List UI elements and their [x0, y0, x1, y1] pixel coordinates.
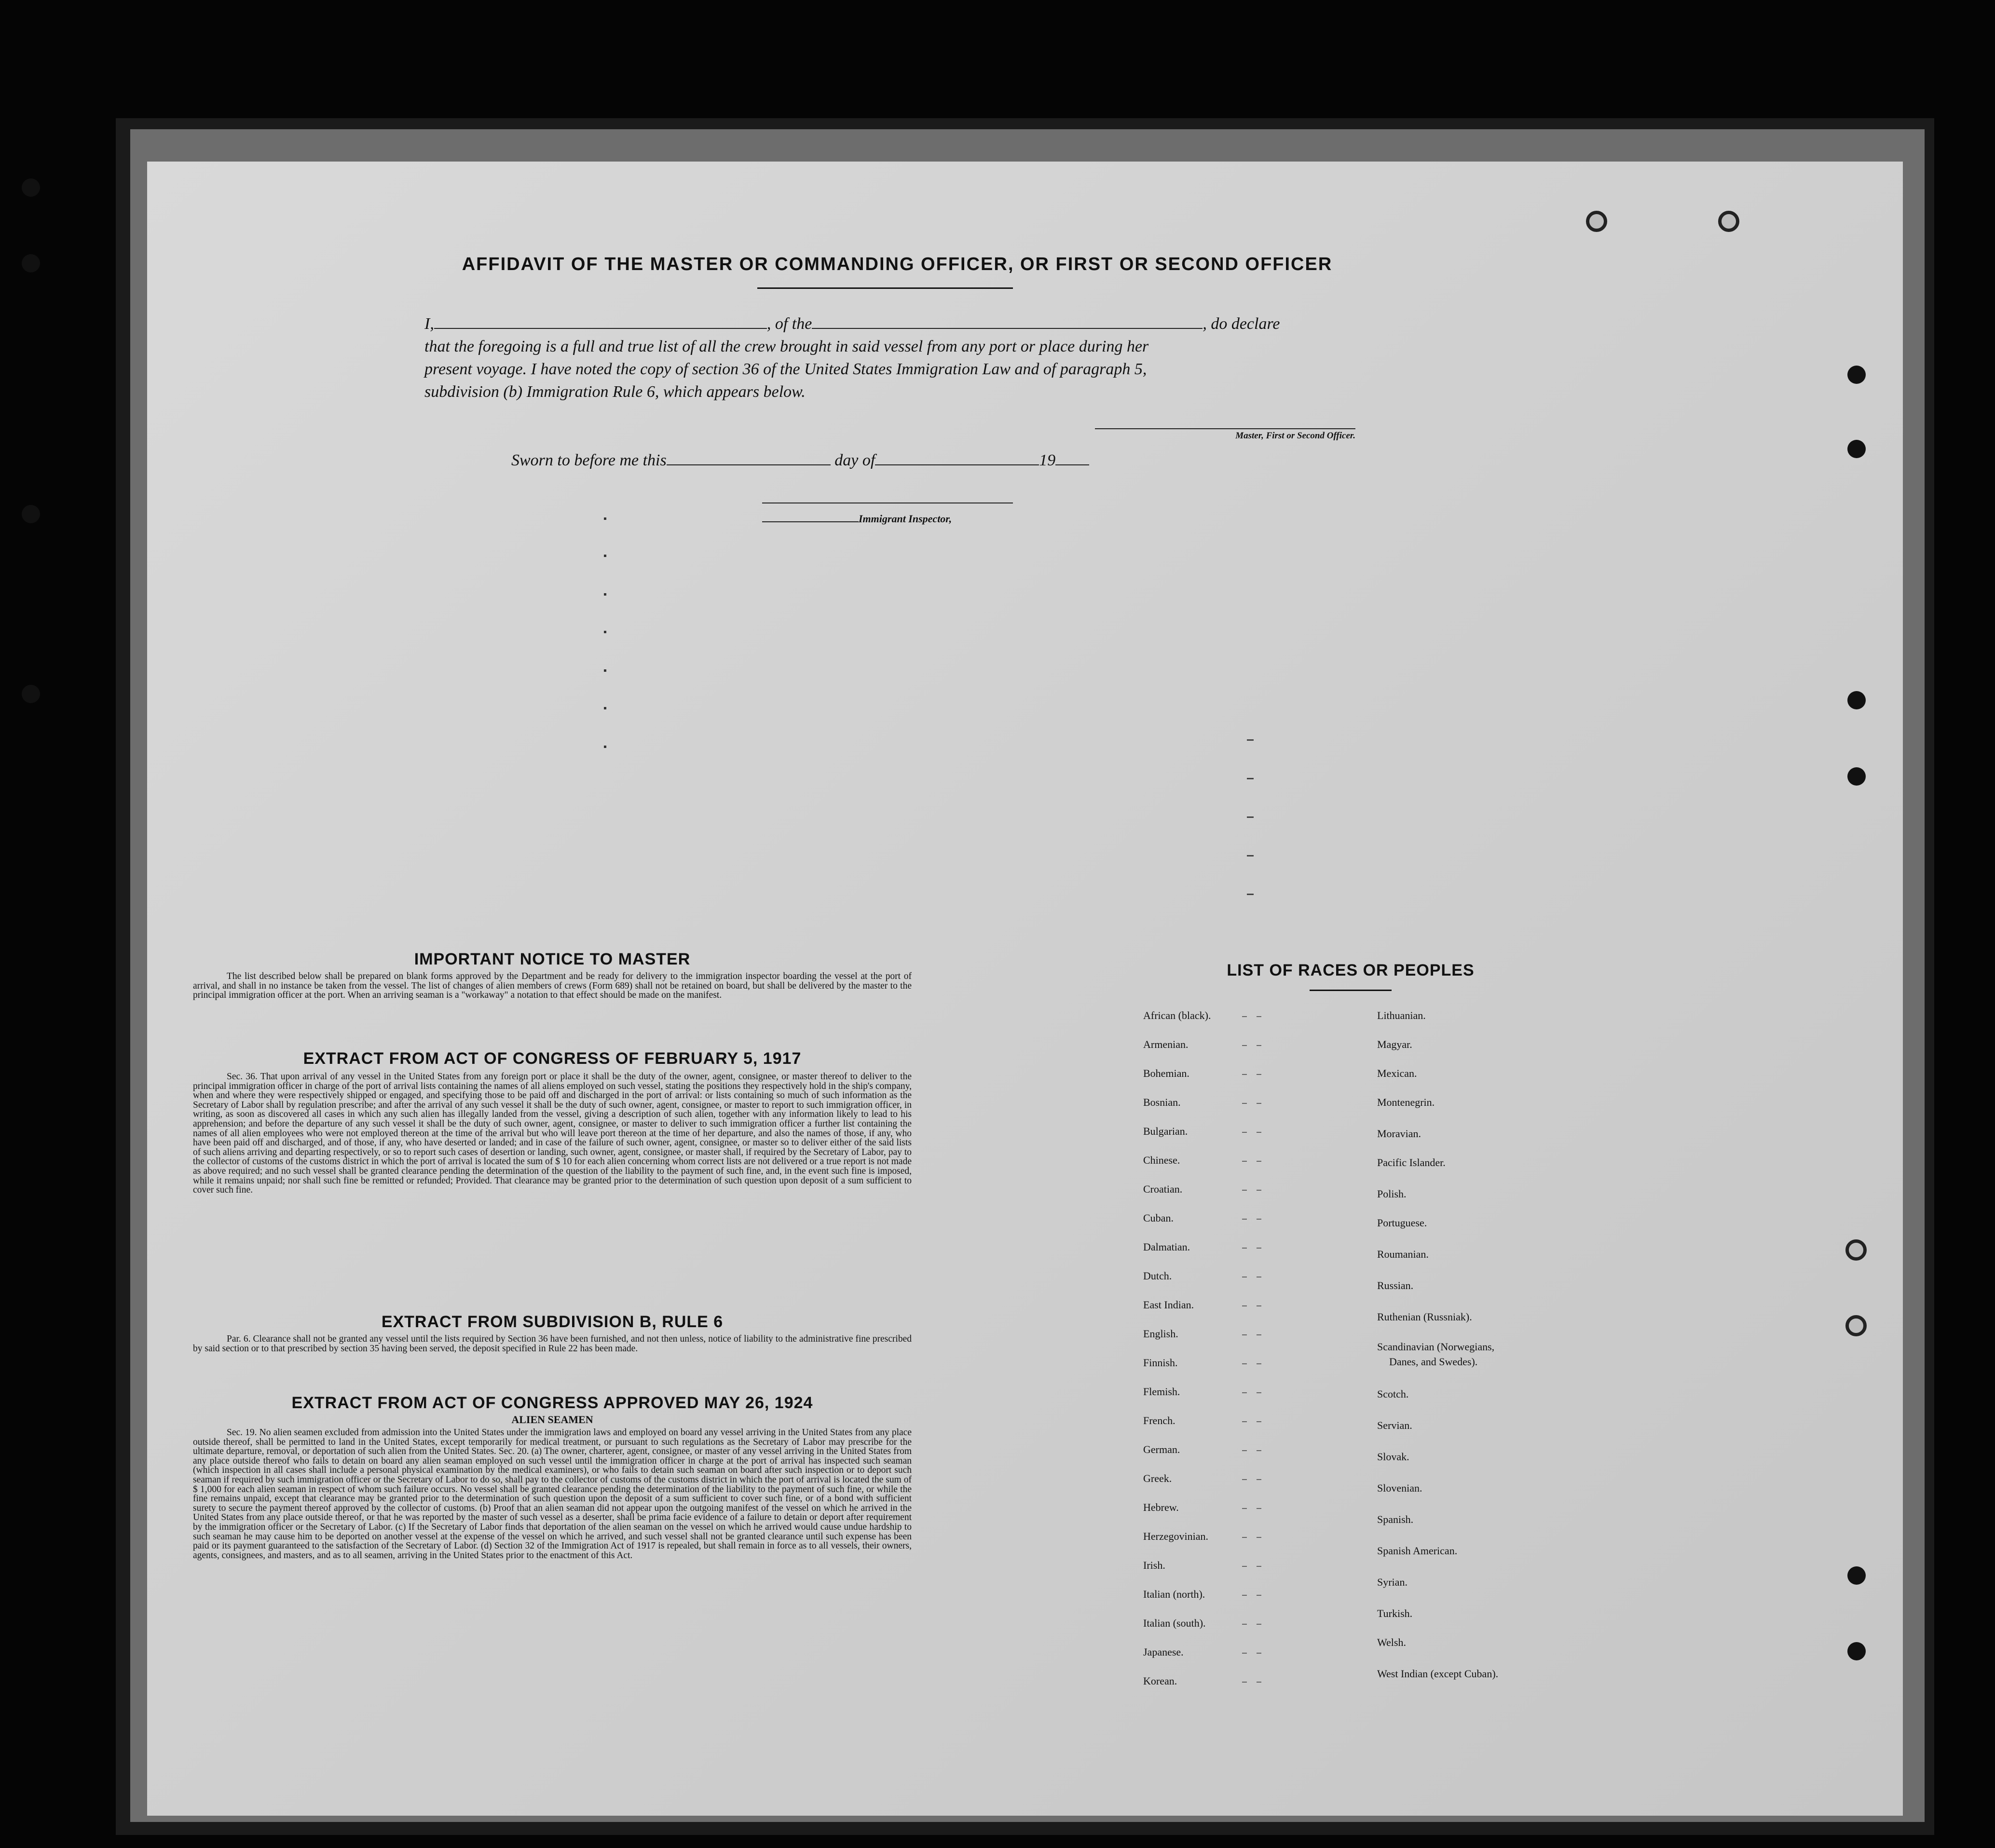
declaration-of-the: , of the — [766, 315, 812, 333]
sworn-year-prefix: 19 — [1039, 451, 1056, 469]
binder-hole-icon — [1847, 1566, 1866, 1585]
race-item: Magyar. — [1377, 1038, 1412, 1050]
race-item: Polish. — [1377, 1188, 1407, 1200]
race-item: West Indian (except Cuban). — [1377, 1668, 1499, 1680]
race-item: Scandinavian (Norwegians, — [1377, 1341, 1495, 1353]
race-item: Danes, and Swedes). — [1389, 1356, 1478, 1368]
leader-dash — [1257, 1045, 1261, 1046]
race-item: Flemish. — [1143, 1386, 1180, 1398]
race-item: Herzegovinian. — [1143, 1530, 1208, 1542]
race-item: Cuban. — [1143, 1212, 1174, 1224]
binder-hole-icon — [22, 685, 40, 703]
race-item: Slovenian. — [1377, 1482, 1422, 1494]
officer-signature-line[interactable] — [1095, 428, 1355, 429]
scan-mark — [1247, 739, 1254, 741]
leader-dash — [1257, 1392, 1261, 1393]
leader-dash — [1242, 1334, 1247, 1335]
declaration-line-3: present voyage. I have noted the copy of section 36 of the United States Immigration Law and of paragraph 5, — [424, 360, 1147, 378]
race-item: Portuguese. — [1377, 1217, 1427, 1229]
leader-dash — [1242, 1132, 1247, 1133]
leader-dash — [1242, 1595, 1247, 1596]
leader-dash — [1257, 1566, 1261, 1567]
scan-mark — [604, 517, 606, 520]
leader-dash — [1257, 1595, 1261, 1596]
race-item: Montenegrin. — [1377, 1096, 1435, 1108]
binder-hole-icon — [22, 178, 40, 197]
binder-hole-icon — [1845, 1239, 1867, 1261]
race-item: Syrian. — [1377, 1576, 1407, 1588]
leader-dash — [1242, 1305, 1247, 1306]
inspector-caption-row — [762, 513, 952, 525]
leader-dash — [1242, 1161, 1247, 1162]
leader-dash — [1257, 1653, 1261, 1654]
binder-hole-icon — [1845, 1315, 1867, 1336]
sworn-day-field[interactable] — [667, 452, 831, 465]
binder-hole-icon — [1718, 211, 1739, 232]
binder-hole-icon — [1847, 440, 1866, 458]
race-item: Slovak. — [1377, 1451, 1409, 1463]
race-item: Irish. — [1143, 1559, 1165, 1571]
scan-mark — [604, 746, 606, 748]
scan-mark — [604, 669, 606, 672]
race-item: Mexican. — [1377, 1067, 1417, 1079]
race-item: Italian (south). — [1143, 1617, 1206, 1629]
binder-hole-icon — [1586, 211, 1607, 232]
important-notice-title: IMPORTANT NOTICE TO MASTER — [414, 950, 691, 968]
binder-hole-icon — [22, 254, 40, 272]
binder-hole-icon — [1847, 767, 1866, 786]
leader-dash — [1257, 1016, 1261, 1017]
scan-mark — [604, 631, 606, 633]
extract-1924-body: Sec. 19. No alien seamen excluded from admission into the United States under the immigration laws and employed on board any vessel arriving in the United States from any place outside thereof, shall be permitted to land in the United States, except temporarily for medical treatment, or pursuant to such regulations as the Secretary of Labor may prescribe for the ultimate departure, removal, or deportation of such alien from the United States. Sec. 20. (a) The owner, charterer, agent, consignee, or master of any vessel arriving in the United States from any place outside thereof who fails to detain on board any alien seaman employed on such vessel until the immigration officer in charge at the port of arrival has inspected such seaman (which inspection in all cases shall include a personal physical examination by the medical examiners), or who fails to detain such seaman on board after such inspection or to deport such seaman if required by such immigration officer or the Secretary of Labor to do so, shall pay to the collector of customs of the customs district in which the port of arrival is located the sum of $ 1,000 for each alien seaman in respect of whom such failure occurs. No vessel shall be granted clearance pending the determination of the liability to the payment of such fine, or while the fine remains unpaid, except that clearance may be granted prior to the determination of such question upon the deposit of a sum sufficient to cover such fine, or of a bond with sufficient surety to secure the payment thereof approved by the collector of customs. (b) Proof that an alien seaman did not appear upon the outgoing manifest of the vessel on which he arrived in the United States from any place outside thereof, or that he was reported by the master of such vessel as a deserter, shall be prima facie evidence of a failure to detain or deport after requirement by the immigration officer or the Secretary of Labor. (c) If the Secretary of Labor finds that deportation of the alien seaman on the vessel on which he arrived would cause undue hardship to such seaman he may cause him to be deported on another vessel at the expense of the vessel on which he arrived, and such vessel shall not be granted clearance until such expense has been paid or its payment guaranteed to the satisfaction of the Secretary of Labor. (d) Section 32 of the Immigration Act of 1917 is repealed, but shall remain in force as to all vessels, their owners, agents, consignees, and masters, and as to all seamen, arriving in the United States prior to the enactment of this Act. — [193, 1427, 912, 1561]
scan-mark — [604, 555, 606, 557]
title-underline — [757, 287, 1013, 289]
binder-hole-icon — [22, 505, 40, 523]
extract-1924-title: EXTRACT FROM ACT OF CONGRESS APPROVED MAY 26, 1924 — [291, 1394, 813, 1412]
leader-dash — [1242, 1624, 1247, 1625]
race-item: Russian. — [1377, 1279, 1414, 1291]
name-field[interactable] — [434, 315, 767, 329]
leader-dash — [1257, 1363, 1261, 1364]
races-title: LIST OF RACES OR PEOPLES — [1227, 961, 1475, 979]
leader-dash — [1257, 1074, 1261, 1075]
leader-dash — [1257, 1132, 1261, 1133]
leader-dash — [1242, 1045, 1247, 1046]
race-item: German. — [1143, 1443, 1180, 1455]
race-item: Spanish American. — [1377, 1545, 1458, 1557]
race-item: Servian. — [1377, 1419, 1412, 1431]
race-item: Croatian. — [1143, 1183, 1183, 1195]
leader-dash — [1257, 1190, 1261, 1191]
leader-dash — [1242, 1508, 1247, 1509]
leader-dash — [1257, 1421, 1261, 1422]
extract-1917-section — [193, 1049, 912, 1195]
sworn-prefix: Sworn to before me this — [511, 451, 667, 469]
race-item: Greek. — [1143, 1472, 1172, 1484]
race-item: Hebrew. — [1143, 1501, 1179, 1513]
race-item: French. — [1143, 1414, 1175, 1427]
leader-dash — [1242, 1190, 1247, 1191]
sworn-line — [511, 451, 1089, 470]
race-item: Dalmatian. — [1143, 1241, 1190, 1253]
race-item: Bohemian. — [1143, 1067, 1189, 1079]
races-title-underline — [1310, 990, 1392, 991]
leader-dash — [1242, 1016, 1247, 1017]
scan-mark — [1247, 855, 1254, 856]
race-item: Dutch. — [1143, 1270, 1172, 1282]
leader-dash — [1242, 1392, 1247, 1393]
declaration-line-2: that the foregoing is a full and true list of all the crew brought in said vessel from any port or place during her — [424, 338, 1149, 355]
declaration-line-1 — [424, 313, 1370, 335]
extract-1917-title: EXTRACT FROM ACT OF CONGRESS OF FEBRUARY 5, 1917 — [303, 1049, 802, 1068]
leader-dash — [1257, 1103, 1261, 1104]
binder-hole-icon — [1847, 366, 1866, 384]
race-item: Welsh. — [1377, 1636, 1406, 1648]
vessel-field[interactable] — [812, 315, 1202, 329]
inspector-line — [762, 515, 859, 522]
leader-dash — [1242, 1479, 1247, 1480]
inspector-caption: Immigrant Inspector, — [859, 513, 952, 525]
race-item: Lithuanian. — [1377, 1009, 1426, 1021]
leader-dash — [1257, 1508, 1261, 1509]
extract-1924-section — [193, 1394, 912, 1560]
leader-dash — [1257, 1479, 1261, 1480]
leader-dash — [1242, 1450, 1247, 1451]
race-item: Pacific Islander. — [1377, 1156, 1446, 1169]
race-item: Japanese. — [1143, 1646, 1184, 1658]
race-item: English. — [1143, 1328, 1178, 1340]
race-item: Turkish. — [1377, 1607, 1413, 1619]
leader-dash — [1257, 1334, 1261, 1335]
rule6-section — [193, 1313, 912, 1353]
leader-dash — [1242, 1566, 1247, 1567]
leader-dash — [1242, 1248, 1247, 1249]
race-item: Moravian. — [1377, 1128, 1421, 1140]
race-item: Ruthenian (Russniak). — [1377, 1311, 1472, 1323]
leader-dash — [1242, 1421, 1247, 1422]
leader-dash — [1257, 1219, 1261, 1220]
race-item: Italian (north). — [1143, 1588, 1205, 1600]
leader-dash — [1242, 1074, 1247, 1075]
leader-dash — [1242, 1653, 1247, 1654]
sworn-day-of: day of — [834, 451, 875, 469]
important-notice-section — [193, 950, 912, 1000]
leader-dash — [1257, 1305, 1261, 1306]
leader-dash — [1242, 1682, 1247, 1683]
race-item: Armenian. — [1143, 1038, 1189, 1050]
race-item: African (black). — [1143, 1009, 1211, 1021]
sworn-year-field[interactable] — [1055, 452, 1089, 465]
leader-dash — [1257, 1450, 1261, 1451]
extract-1917-body: Sec. 36. That upon arrival of any vessel in the United States from any foreign port or place it shall be the duty of the owner, agent, consignee, or master thereof to deliver to the principal immigration officer in charge of the port of arrival lists containing the names of all aliens employed on such vessel, stating the positions they respectively hold in the ship's company, when and where they were respectively shipped or engaged, and specifying those to be paid off and discharged in the port of arrival: or lists containing so much of such information as the Secretary of Labor shall by regulation prescribe; and after the arrival of any such vessel it shall be the duty of such owner, agent, consignee, or master to report to such immigration officer, in writing, as soon as discovered all cases in which any such alien has illegally landed from the vessel, giving a description of such alien, together with any information likely to lead to his apprehension; and before the departure of any such vessel it shall be the duty of such owner, agent, consignee, or master to deliver to such immigration officer a further list containing the names of all alien employees who were not employed thereon at the time of the arrival but who will leave port thereon at the time of her departure, and also the names of those, if any, who have been paid off and discharged, and of those, if any, who have deserted or landed; and in case of the failure of such owner, agent, consignee, or master so to deliver either of the said lists of such aliens arriving and departing respectively, or so to report such cases of desertion or landing, such owner, agent, consignee, or master shall, if required by the Secretary of Labor, pay to the collector of customs of the customs district in which the port of arrival is located the sum of $ 10 for each alien concerning whom correct lists are not delivered or a true report is not made as above required; and no such vessel shall be granted clearance pending the determination of the question of the liability to the payment of such fine, and, in the event such fine is imposed, while it remains unpaid; nor shall such fine be remitted or refunded; Provided. That clearance may be granted prior to the determination of such question upon deposit of a sum sufficient to cover such fine. — [193, 1072, 912, 1196]
declaration-line-4: subdivision (b) Immigration Rule 6, which appears below. — [424, 383, 806, 401]
scan-mark — [1247, 816, 1254, 818]
leader-dash — [1242, 1363, 1247, 1364]
scan-mark — [604, 707, 606, 709]
race-item: Chinese. — [1143, 1154, 1180, 1166]
binder-hole-icon — [1847, 1642, 1866, 1660]
race-item: Bosnian. — [1143, 1096, 1181, 1108]
affidavit-title: AFFIDAVIT OF THE MASTER OR COMMANDING OFFICER, OR FIRST OR SECOND OFFICER — [462, 254, 1333, 274]
race-item: East Indian. — [1143, 1299, 1194, 1311]
scan-mark — [1247, 894, 1254, 895]
race-item: Spanish. — [1377, 1513, 1414, 1525]
leader-dash — [1242, 1219, 1247, 1220]
leader-dash — [1242, 1103, 1247, 1104]
scan-mark — [604, 593, 606, 596]
rule6-body: Par. 6. Clearance shall not be granted any vessel until the lists required by Section 36 have been furnished, and not then unless, notice of liability to the administrative fine prescribed by said section or to that prescribed by section 35 having been served, the deposit specified in Rule 22 has been made. — [193, 1334, 912, 1354]
leader-dash — [1257, 1248, 1261, 1249]
race-item: Finnish. — [1143, 1357, 1178, 1369]
extract-1924-subtitle: ALIEN SEAMEN — [511, 1413, 593, 1426]
race-item: Scotch. — [1377, 1388, 1409, 1400]
officer-signature-caption: Master, First or Second Officer. — [1235, 431, 1355, 441]
sworn-month-field[interactable] — [875, 452, 1039, 465]
rule6-title: EXTRACT FROM SUBDIVISION B, RULE 6 — [381, 1313, 724, 1331]
race-item: Roumanian. — [1377, 1248, 1429, 1260]
scan-mark — [1247, 778, 1254, 779]
leader-dash — [1242, 1537, 1247, 1538]
race-item: Bulgarian. — [1143, 1125, 1188, 1137]
leader-dash — [1257, 1161, 1261, 1162]
binder-hole-icon — [1847, 691, 1866, 709]
important-notice-body: The list described below shall be prepared on blank forms approved by the Department and be ready for delivery to the immigration inspector boarding the vessel at the port of arrival, and shall in no instance be taken from the vessel. The list of changes of alien members of crews (Form 689) shall not be retained on board, but shall be delivered by the master to the principal immigration officer at the port. When an arriving seaman is a "workaway" a notation to that effect should be made on the manifest. — [193, 971, 912, 1001]
declaration-do-declare: , do declare — [1202, 315, 1280, 333]
leader-dash — [1257, 1682, 1261, 1683]
leader-dash — [1257, 1624, 1261, 1625]
race-item: Korean. — [1143, 1675, 1177, 1687]
declaration-i: I, — [424, 315, 434, 333]
leader-dash — [1257, 1537, 1261, 1538]
